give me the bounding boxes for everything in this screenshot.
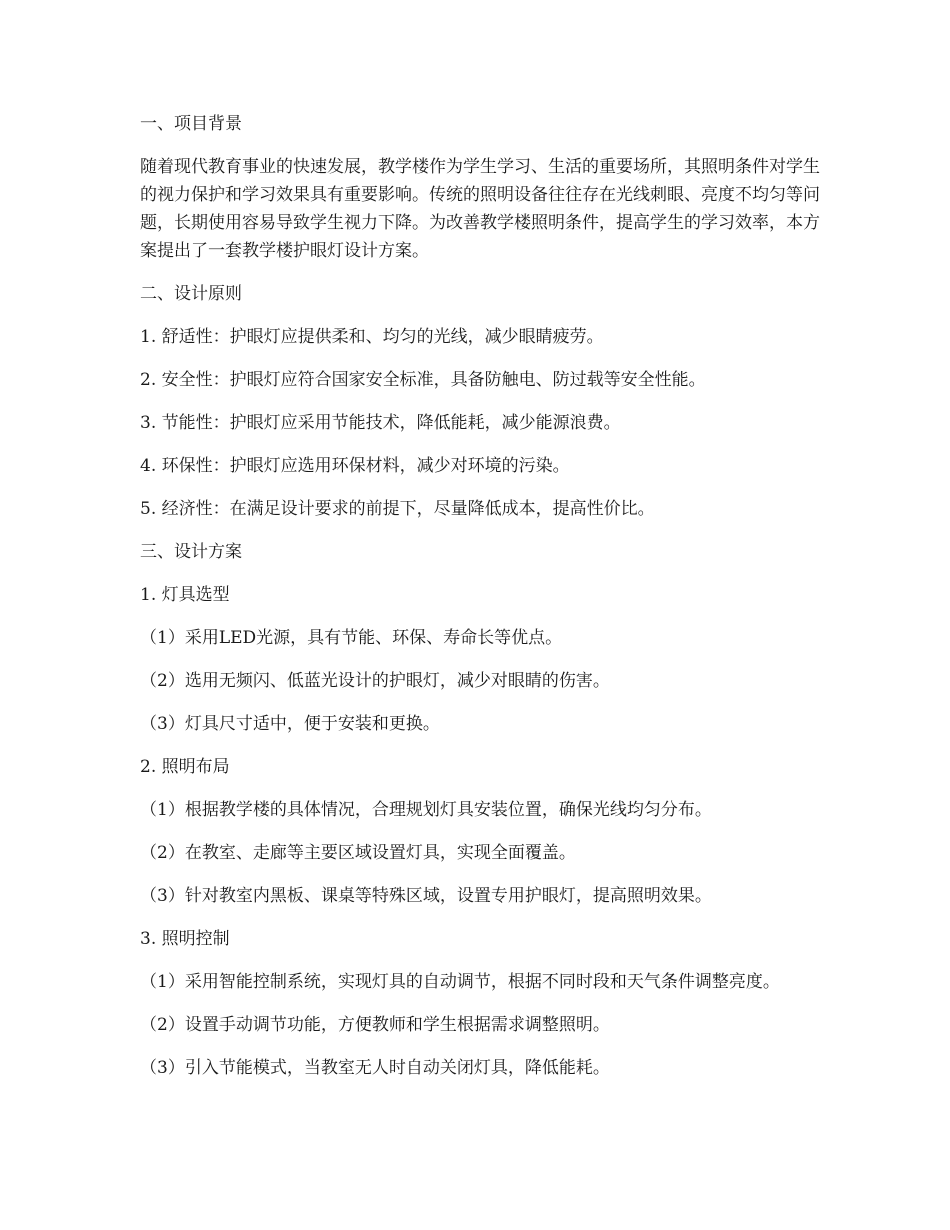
principle-item-5: 5. 经济性：在满足设计要求的前提下，尽量降低成本，提高性价比。 bbox=[140, 499, 655, 519]
fixture-item-2: （2）选用无频闪、低蓝光设计的护眼灯，减少对眼睛的伤害。 bbox=[140, 671, 610, 691]
subheading-lighting-control: 3. 照明控制 bbox=[140, 929, 230, 949]
section-heading-design: 三、设计方案 bbox=[140, 542, 242, 562]
subheading-fixture-selection: 1. 灯具选型 bbox=[140, 585, 230, 605]
layout-item-1: （1）根据教学楼的具体情况，合理规划灯具安装位置，确保光线均匀分布。 bbox=[140, 800, 712, 820]
section-heading-background: 一、项目背景 bbox=[140, 114, 242, 134]
layout-item-2: （2）在教室、走廊等主要区域设置灯具，实现全面覆盖。 bbox=[140, 843, 576, 863]
principle-item-3: 3. 节能性：护眼灯应采用节能技术，降低能耗，减少能源浪费。 bbox=[140, 413, 621, 433]
background-paragraph: 随着现代教育事业的快速发展，教学楼作为学生学习、生活的重要场所，其照明条件对学生的视力保护和学习效果具有重要影响。传统的照明设备往往存在光线刺眼、亮度不均匀等问题，长期使用容易导致学生视力下降。为改善教学楼照明条件，提高学生的学习效率，本方案提出了一套教学楼护眼灯设计方案。 bbox=[140, 157, 820, 261]
control-item-3: （3）引入节能模式，当教室无人时自动关闭灯具，降低能耗。 bbox=[140, 1058, 610, 1078]
principle-item-4: 4. 环保性：护眼灯应选用环保材料，减少对环境的污染。 bbox=[140, 456, 570, 476]
control-item-1: （1）采用智能控制系统，实现灯具的自动调节，根据不同时段和天气条件调整亮度。 bbox=[140, 972, 780, 992]
fixture-item-1: （1）采用LED光源，具有节能、环保、寿命长等优点。 bbox=[140, 628, 563, 648]
control-item-2: （2）设置手动调节功能，方便教师和学生根据需求调整照明。 bbox=[140, 1015, 610, 1035]
subheading-lighting-layout: 2. 照明布局 bbox=[140, 757, 230, 777]
document-body bbox=[140, 110, 820, 1082]
fixture-item-3: （3）灯具尺寸适中，便于安装和更换。 bbox=[140, 714, 440, 734]
principle-item-2: 2. 安全性：护眼灯应符合国家安全标准，具备防触电、防过载等安全性能。 bbox=[140, 370, 706, 390]
section-heading-principles: 二、设计原则 bbox=[140, 284, 242, 304]
layout-item-3: （3）针对教室内黑板、课桌等特殊区域，设置专用护眼灯，提高照明效果。 bbox=[140, 886, 712, 906]
principle-item-1: 1. 舒适性：护眼灯应提供柔和、均匀的光线，减少眼睛疲劳。 bbox=[140, 327, 604, 347]
